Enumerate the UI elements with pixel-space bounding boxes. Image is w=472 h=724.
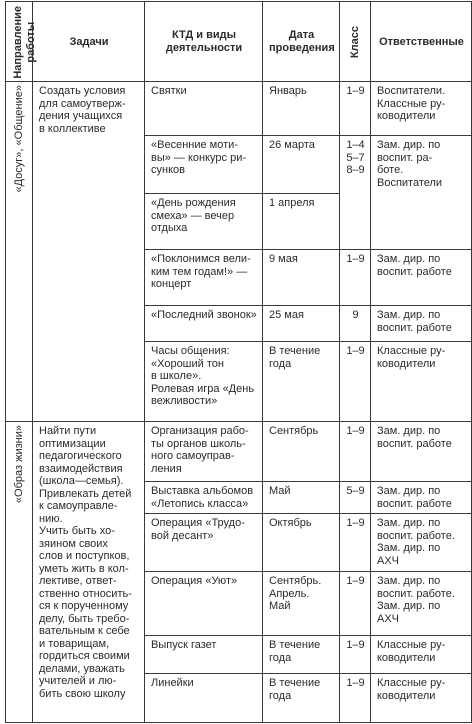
ktd-cell: «Весенние моти- вы» — конкурс ри- сунков	[145, 136, 263, 194]
ktd-cell: «Поклонимся вели- ким тем годам!» — концерт	[145, 250, 263, 306]
header-tasks-label: Задачи	[69, 35, 109, 48]
responsible-cell: Зам. дир. по воспит. работе	[371, 250, 472, 306]
ktd-cell: Святки	[145, 82, 263, 136]
ktd-cell: «День рождения смеха» — вечер отдыха	[145, 194, 263, 250]
header-grade	[340, 2, 371, 82]
grade-cell: 1–9	[340, 572, 371, 636]
responsible-cell: Классные ру- ководители	[371, 674, 472, 723]
header-responsible	[371, 2, 472, 82]
ktd-cell: Линейки	[145, 674, 263, 723]
grade-cell: 5–9	[340, 482, 371, 514]
responsible-cell: Классные ру- ководители	[371, 636, 472, 674]
ktd-cell: Выпуск газет	[145, 636, 263, 674]
direction-label: «Досуг», «Общение»	[13, 85, 26, 193]
table-row	[6, 422, 472, 482]
responsible-cell: Зам. дир. по воспит. работе. Зам. дир. по АХЧ	[371, 572, 472, 636]
date-cell: Сентябрь. Апрель. Май	[263, 572, 340, 636]
tasks-cell: Создать условия для самоутверж- дения учащихся в коллективе	[33, 82, 145, 422]
responsible-cell: Зам. дир. по воспит. ра- боте. Воспитатели	[371, 136, 472, 250]
grade-cell: 1–9	[340, 250, 371, 306]
ktd-cell: Операция «Трудо- вой десант»	[145, 514, 263, 572]
date-cell: 25 мая	[263, 306, 340, 342]
date-cell: В течение года	[263, 636, 340, 674]
date-cell: 26 марта	[263, 136, 340, 194]
responsible-cell: Зам. дир. по воспит. работе	[371, 306, 472, 342]
responsible-cell: Зам. дир. по воспит. работе	[371, 422, 472, 482]
grade-cell: 1–9	[340, 636, 371, 674]
grade-cell: 1–9	[340, 514, 371, 572]
header-direction-label: Направление работы	[12, 5, 37, 79]
grade-cell: 9	[340, 306, 371, 342]
direction-label: «Образ жизни»	[13, 425, 26, 504]
ktd-cell: «Последний звонок»	[145, 306, 263, 342]
grade-cell: 1–9	[340, 342, 371, 422]
date-cell: Январь	[263, 82, 340, 136]
header-responsible-label: Ответственные	[379, 35, 464, 48]
ktd-cell: Организация рабо- ты органов школь- ного самоуправ- ления	[145, 422, 263, 482]
header-tasks	[33, 2, 145, 82]
date-cell: Сентябрь	[263, 422, 340, 482]
direction-cell	[6, 82, 33, 422]
grade-cell: 1–9	[340, 422, 371, 482]
header-grade-label: Класс	[349, 25, 361, 59]
ktd-cell: Операция «Уют»	[145, 572, 263, 636]
responsible-cell: Зам. дир. по воспит. работе	[371, 482, 472, 514]
grade-cell: 1–9	[340, 674, 371, 723]
header-row	[6, 2, 472, 82]
grade-cell: 1–9	[340, 82, 371, 136]
responsible-cell: Зам. дир. по воспит. работе. Зам. дир. по АХЧ	[371, 514, 472, 572]
date-cell: В течение года	[263, 342, 340, 422]
header-ktd: КТД и виды деятельности	[145, 2, 263, 82]
table-row	[6, 82, 472, 136]
date-cell: Октябрь	[263, 514, 340, 572]
responsible-cell: Воспитатели. Классные ру- ководители	[371, 82, 472, 136]
date-cell: Май	[263, 482, 340, 514]
ktd-cell: Часы общения: «Хороший тон в школе». Ролевая игра «День вежливости»	[145, 342, 263, 422]
work-plan-table	[5, 1, 472, 723]
date-cell: 9 мая	[263, 250, 340, 306]
date-cell: В течение года	[263, 674, 340, 723]
direction-cell	[6, 422, 33, 723]
header-direction	[6, 2, 37, 82]
header-date: Дата проведения	[263, 2, 340, 82]
ktd-cell: Выставка альбомов «Летопись класса»	[145, 482, 263, 514]
tasks-cell: Найти пути оптимизации педагогического взаимодействия (школа—семья). Привлекать детей к самоуправле- нию. Учить быть хо- зяином своих слов и поступков, уметь жить в кол- лективе, ответ- ственно относить- ся к порученному делу, быть требо- вательным к себе и товарищам, гордиться своими делами, уважать учителей и лю- бить свою школу	[33, 422, 145, 723]
date-cell: 1 апреля	[263, 194, 340, 250]
grade-cell: 1–4 5–7 8–9	[340, 136, 371, 250]
responsible-cell: Классные ру- ководители	[371, 342, 472, 422]
